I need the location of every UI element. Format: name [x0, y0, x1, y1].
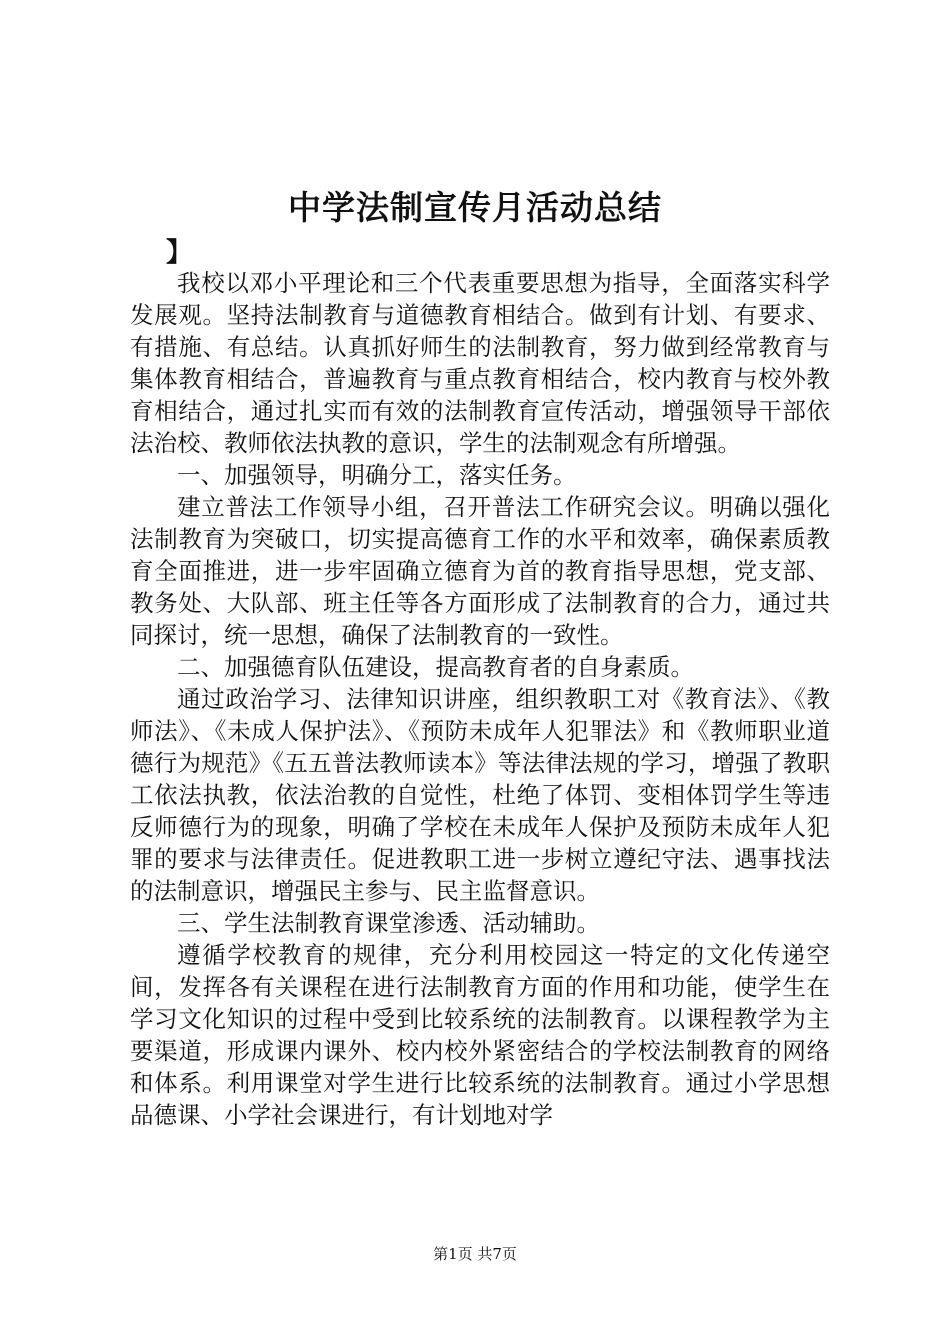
document-title: 中学法制宣传月活动总结	[288, 188, 662, 227]
section-heading-2: 二、加强德育队伍建设，提高教育者的自身素质。	[177, 653, 694, 681]
paragraph-intro: 我校以邓小平理论和三个代表重要思想为指导，全面落实科学发展观。坚持法制教育与道德教育相结合。做到有计划、有要求、有措施、有总结。认真抓好师生的法制教育，努力做到经常教育与集体教育相结合，普遍教育与重点教育相结合，校内教育与校外教育相结合，通过扎实而有效的法制教育宣传活动，增强领导干部依法治校、教师依法执教的意识，学生的法制观念有所增强。	[130, 269, 830, 457]
section-heading-3: 三、学生法制教育课堂渗透、活动辅助。	[177, 909, 600, 937]
bracket-mark: 】	[166, 238, 193, 268]
section-heading-1: 一、加强领导，明确分工，落实任务。	[177, 461, 577, 489]
paragraph-section-3: 遵循学校教育的规律，充分利用校园这一特定的文化传递空间，发挥各有关课程在进行法制教育方面的作用和功能，使学生在学习文化知识的过程中受到比较系统的法制教育。以课程教学为主要渠道，形成课内课外、校内校外紧密结合的学校法制教育的网络和体系。利用课堂对学生进行比较系统的法制教育。通过小学思想品德课、小学社会课进行，有计划地对学	[130, 941, 830, 1129]
paragraph-section-2: 通过政治学习、法律知识讲座，组织教职工对《教育法》、《教师法》、《未成人保护法》、《预防未成年人犯罪法》和《教师职业道德行为规范》《五五普法教师读本》等法律法规的学习，增强了教职工依法执教，依法治教的自觉性，杜绝了体罚、变相体罚学生等违反师德行为的现象，明确了学校在未成年人保护及预防未成年人犯罪的要求与法律责任。促进教职工进一步树立遵纪守法、遇事找法的法制意识，增强民主参与、民主监督意识。	[130, 685, 830, 905]
paragraph-section-1: 建立普法工作领导小组，召开普法工作研究会议。明确以强化法制教育为突破口，切实提高德育工作的水平和效率，确保素质教育全面推进，进一步牢固确立德育为首的教育指导思想，党支部、教务处、大队部、班主任等各方面形成了法制教育的合力，通过共同探讨，统一思想，确保了法制教育的一致性。	[130, 493, 830, 649]
document-body	[130, 267, 830, 1131]
page-number-footer: 第1页 共7页	[433, 1245, 517, 1263]
